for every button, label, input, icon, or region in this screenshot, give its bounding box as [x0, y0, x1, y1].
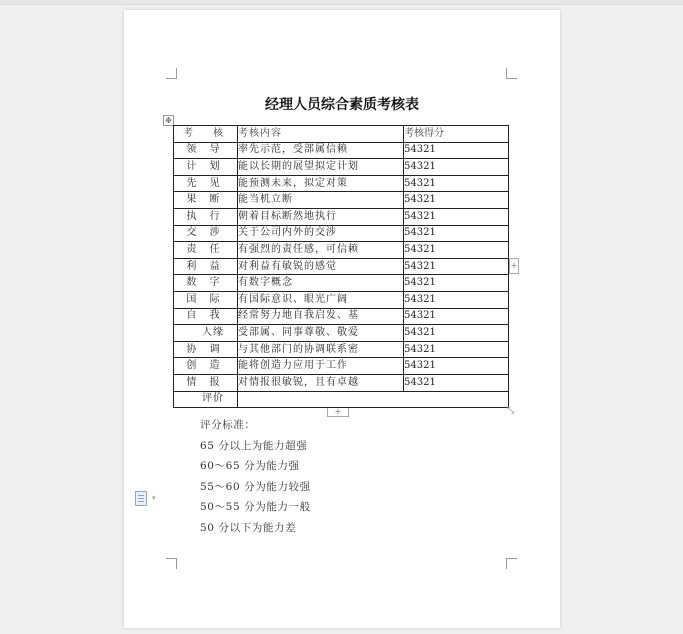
content-cell[interactable]: 率先示范，受部属信赖 — [238, 142, 404, 159]
item-cell[interactable]: 数 字 — [174, 275, 238, 292]
score-cell[interactable]: 54321 — [404, 258, 509, 275]
item-cell[interactable]: 果 断 — [174, 192, 238, 209]
document-page[interactable] — [124, 10, 560, 628]
item-cell[interactable]: 国 际 — [174, 291, 238, 308]
table-row — [174, 341, 509, 358]
margin-corner-bottom-right — [506, 558, 517, 569]
content-cell[interactable]: 关于公司内外的交涉 — [238, 225, 404, 242]
table-row — [174, 142, 509, 159]
content-cell[interactable]: 有强烈的责任感，可信赖 — [238, 242, 404, 259]
score-cell[interactable]: 54321 — [404, 192, 509, 209]
content-cell[interactable]: 能预测未来，拟定对策 — [238, 175, 404, 192]
content-cell[interactable]: 能以长期的展望拟定计划 — [238, 159, 404, 176]
score-cell[interactable]: 54321 — [404, 275, 509, 292]
criteria-line: 50 分以下为能力差 — [200, 521, 297, 534]
content-cell[interactable]: 有国际意识、眼光广阔 — [238, 291, 404, 308]
table-row — [174, 358, 509, 375]
table-row — [174, 175, 509, 192]
margin-corner-top-left — [166, 68, 177, 79]
content-cell[interactable]: 有数字概念 — [238, 275, 404, 292]
table-move-handle-icon[interactable]: ✥ — [163, 115, 174, 126]
item-cell[interactable]: 人缘 — [174, 325, 238, 342]
score-cell[interactable]: 54321 — [404, 225, 509, 242]
table-resize-handle-icon[interactable]: ⤡ — [507, 406, 515, 416]
score-cell[interactable]: 54321 — [404, 358, 509, 375]
item-cell[interactable]: 协 调 — [174, 341, 238, 358]
table-row — [174, 374, 509, 391]
content-cell[interactable]: 与其他部门的协调联系密 — [238, 341, 404, 358]
table-footer-row — [174, 391, 509, 408]
criteria-line: 50～55 分为能力一般 — [200, 501, 311, 514]
score-cell[interactable]: 54321 — [404, 142, 509, 159]
criteria-line: 60～65 分为能力强 — [200, 460, 300, 473]
item-cell[interactable]: 自 我 — [174, 308, 238, 325]
evaluation-label-cell[interactable]: 评价 — [174, 391, 238, 408]
table-row — [174, 225, 509, 242]
score-cell[interactable]: 54321 — [404, 308, 509, 325]
content-cell[interactable]: 对利益有敏锐的感觉 — [238, 258, 404, 275]
paste-options-dropdown-icon[interactable]: ▾ — [152, 494, 156, 502]
add-row-handle-icon[interactable]: + — [327, 408, 349, 417]
item-cell[interactable]: 先 见 — [174, 175, 238, 192]
header-content[interactable]: 考核内容 — [238, 126, 404, 143]
item-cell[interactable]: 情 报 — [174, 374, 238, 391]
content-cell[interactable]: 对情报很敏锐，且有卓越 — [238, 374, 404, 391]
header-item[interactable]: 考 核 — [174, 126, 238, 143]
score-cell[interactable]: 54321 — [404, 159, 509, 176]
header-score[interactable]: 考核得分 — [404, 126, 509, 143]
evaluation-value-cell[interactable] — [238, 391, 509, 408]
score-cell[interactable]: 54321 — [404, 208, 509, 225]
margin-corner-bottom-left — [166, 558, 177, 569]
item-cell[interactable]: 责 任 — [174, 242, 238, 259]
table-row — [174, 159, 509, 176]
item-cell[interactable]: 创 造 — [174, 358, 238, 375]
item-cell[interactable]: 领 导 — [174, 142, 238, 159]
document-title: 经理人员综合素质考核表 — [265, 97, 419, 113]
score-cell[interactable]: 54321 — [404, 341, 509, 358]
item-cell[interactable]: 交 涉 — [174, 225, 238, 242]
table-row — [174, 258, 509, 275]
table-row — [174, 291, 509, 308]
add-column-handle-icon[interactable]: + — [509, 258, 519, 274]
content-cell[interactable]: 能当机立断 — [238, 192, 404, 209]
table-row — [174, 275, 509, 292]
score-cell[interactable]: 54321 — [404, 325, 509, 342]
top-toolbar-strip — [0, 0, 683, 5]
margin-corner-top-right — [506, 68, 517, 79]
table-header-row — [174, 126, 509, 143]
criteria-line: 55～60 分为能力较强 — [200, 480, 311, 493]
criteria-line: 65 分以上为能力超强 — [200, 439, 308, 452]
table-row — [174, 208, 509, 225]
paste-options-document-icon[interactable] — [135, 491, 147, 506]
item-cell[interactable]: 执 行 — [174, 208, 238, 225]
score-cell[interactable]: 54321 — [404, 242, 509, 259]
content-cell[interactable]: 能将创造力应用于工作 — [238, 358, 404, 375]
content-cell[interactable]: 受部属、同事尊敬、敬爱 — [238, 325, 404, 342]
table-row — [174, 192, 509, 209]
item-cell[interactable]: 计 划 — [174, 159, 238, 176]
item-cell[interactable]: 利 益 — [174, 258, 238, 275]
criteria-heading: 评分标准： — [200, 419, 256, 431]
score-cell[interactable]: 54321 — [404, 374, 509, 391]
content-cell[interactable]: 经常努力地自我启发、基 — [238, 308, 404, 325]
score-cell[interactable]: 54321 — [404, 175, 509, 192]
scoring-criteria — [200, 415, 311, 539]
score-cell[interactable]: 54321 — [404, 291, 509, 308]
assessment-table[interactable] — [173, 125, 509, 408]
table-row — [174, 325, 509, 342]
table-row — [174, 308, 509, 325]
content-cell[interactable]: 朝着目标断然地执行 — [238, 208, 404, 225]
table-row — [174, 242, 509, 259]
